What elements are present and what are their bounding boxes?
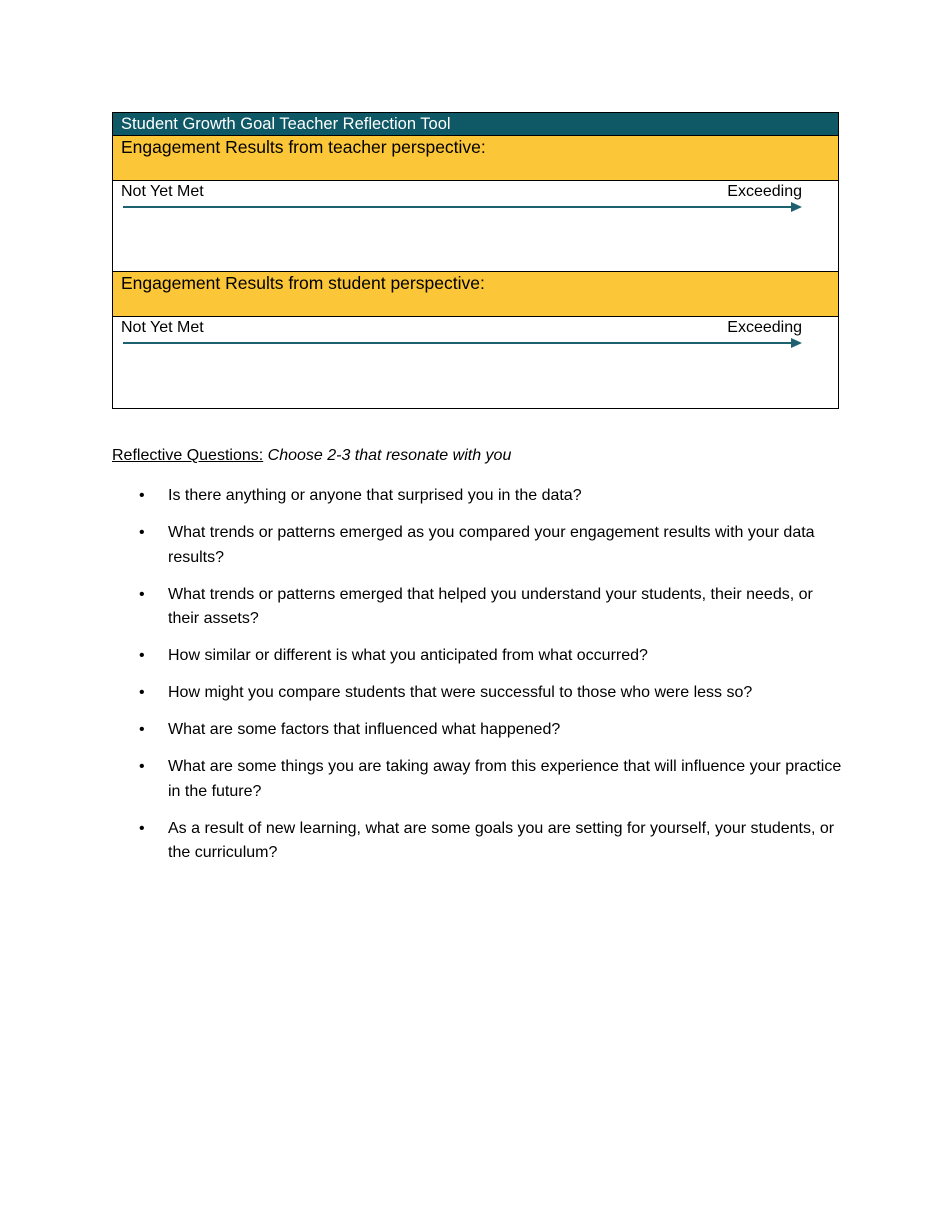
reflection-tool-table xyxy=(112,112,839,409)
scale-arrow-icon xyxy=(123,337,803,349)
list-item: • How similar or different is what you anticipated from what occurred? xyxy=(112,644,847,669)
bullet-icon: • xyxy=(139,819,145,837)
bullet-icon: • xyxy=(139,647,145,664)
list-item: • As a result of new learning, what are some goals you are setting for yourself, your students, or the curriculum? xyxy=(112,817,847,866)
bullet-icon: • xyxy=(139,721,145,738)
bullet-icon: • xyxy=(139,487,145,504)
list-item: • What trends or patterns emerged as you compared your engagement results with your data results? xyxy=(112,521,847,570)
scale-right-label: Exceeding xyxy=(727,183,802,200)
list-item: • How might you compare students that were successful to those who were less so? xyxy=(112,681,847,706)
list-item: • What are some things you are taking away from this experience that will influence your practice in the future? xyxy=(112,755,847,804)
student-perspective-scale xyxy=(113,317,838,408)
scale-arrow-icon xyxy=(123,201,803,213)
bullet-icon: • xyxy=(139,524,145,541)
list-item: • What are some factors that influenced what happened? xyxy=(112,718,847,743)
table-title: Student Growth Goal Teacher Reflection Tool xyxy=(113,113,838,136)
list-item: • Is there anything or anyone that surprised you in the data? xyxy=(112,484,847,509)
bullet-icon: • xyxy=(139,684,145,701)
bullet-icon: • xyxy=(139,758,145,775)
scale-right-label: Exceeding xyxy=(727,319,802,336)
list-item: • What trends or patterns emerged that helped you understand your students, their needs, or their assets? xyxy=(112,583,847,632)
teacher-perspective-scale xyxy=(113,181,838,272)
reflective-questions-heading xyxy=(112,447,511,465)
scale-left-label: Not Yet Met xyxy=(121,183,204,200)
student-perspective-header: Engagement Results from student perspective: xyxy=(113,272,838,317)
scale-left-label: Not Yet Met xyxy=(121,319,204,336)
reflective-question-list xyxy=(112,484,847,878)
bullet-icon: • xyxy=(139,585,145,603)
reflective-questions-instruction: Choose 2-3 that resonate with you xyxy=(267,447,512,464)
teacher-perspective-header: Engagement Results from teacher perspective: xyxy=(113,136,838,181)
reflective-questions-label: Reflective Questions: xyxy=(112,447,264,464)
